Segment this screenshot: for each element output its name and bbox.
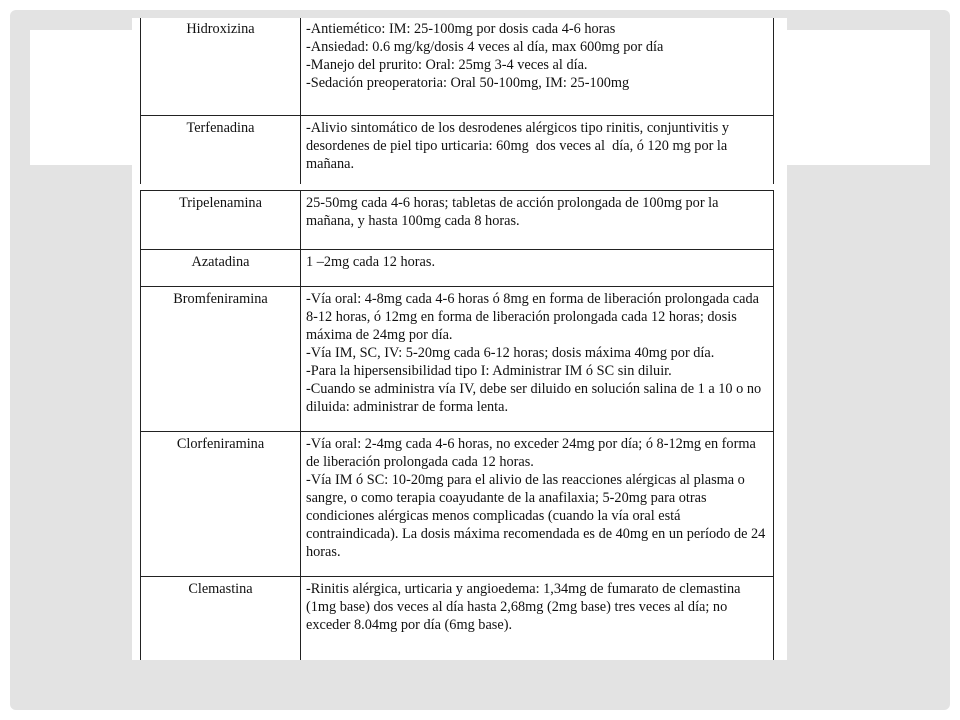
dosage-line: -Cuando se administra vía IV, debe ser diluido en solución salina de 1 a 10 o no diluida: administrar de forma lenta.: [306, 381, 765, 415]
drug-name: Clorfeniramina: [141, 432, 301, 577]
dosage-line: -Para la hipersensibilidad tipo I: Administrar IM ó SC sin diluir.: [306, 363, 672, 379]
table-row: [141, 577, 774, 661]
table-row: [141, 116, 774, 185]
dosage-line: -Antiemético: IM: 25-100mg por dosis cada 4-6 horas: [306, 21, 616, 37]
table-row: [141, 432, 774, 577]
dosage-line: 25-50mg cada 4-6 horas; tabletas de acción prolongada de 100mg por la mañana, y hasta 100mg cada 8 horas.: [306, 195, 723, 229]
dosage-line: -Vía IM ó SC: 10-20mg para el alivio de las reacciones alérgicas al plasma o sangre, o como terapia coayudante de la anafilaxia; 5-20mg para otras condiciones alérgicas menos complicadas (cuando la vía oral está contraindicada). La dosis máxima recomendada es de 40mg en un período de 24 horas.: [306, 472, 769, 560]
drug-name: Hidroxizina: [141, 18, 301, 116]
dosage-line: -Ansiedad: 0.6 mg/kg/dosis 4 veces al día, max 600mg por día: [306, 39, 664, 55]
drug-dosage: [301, 250, 774, 287]
dosage-line: -Sedación preoperatoria: Oral 50-100mg, IM: 25-100mg: [306, 75, 630, 91]
table-row: [141, 18, 774, 116]
drug-dosage: [301, 577, 774, 661]
dosage-line: -Vía IM, SC, IV: 5-20mg cada 6-12 horas; dosis máxima 40mg por día.: [306, 345, 715, 361]
drug-name: Bromfeniramina: [141, 287, 301, 432]
dosage-line: -Rinitis alérgica, urticaria y angioedema: 1,34mg de fumarato de clemastina (1mg base) dos veces al día hasta 2,68mg (2mg base) tres veces al día; no exceder 8.04mg por día (6mg base).: [306, 581, 745, 633]
scanned-table-top: [132, 18, 787, 184]
table-row: [141, 250, 774, 287]
dosage-line: -Vía oral: 4-8mg cada 4-6 horas ó 8mg en forma de liberación prolongada cada 8-12 horas, ó 12mg en forma de liberación prolongada cada 12 horas; dosis máxima de 24mg por día.: [306, 291, 763, 343]
drug-dosage: [301, 18, 774, 116]
drug-dosage: [301, 432, 774, 577]
drug-name: Azatadina: [141, 250, 301, 287]
drug-dosage-table-bottom: [140, 190, 774, 660]
drug-name: Tripelenamina: [141, 191, 301, 250]
dosage-line: -Alivio sintomático de los desrodenes alérgicos tipo rinitis, conjuntivitis y desordenes de piel tipo urticaria: 60mg dos veces al día, ó 120 mg por la mañana.: [306, 120, 733, 172]
dosage-line: -Manejo del prurito: Oral: 25mg 3-4 veces al día.: [306, 57, 588, 73]
drug-dosage-table-top: [140, 18, 774, 184]
drug-dosage: [301, 116, 774, 185]
scanned-table-bottom: [132, 184, 787, 660]
dosage-line: 1 –2mg cada 12 horas.: [306, 254, 436, 270]
drug-name: Terfenadina: [141, 116, 301, 185]
drug-dosage: [301, 287, 774, 432]
drug-name: Clemastina: [141, 577, 301, 661]
drug-dosage: [301, 191, 774, 250]
dosage-line: -Vía oral: 2-4mg cada 4-6 horas, no exceder 24mg por día; ó 8-12mg en forma de liberación prolongada cada 12 horas.: [306, 436, 760, 470]
table-row: [141, 191, 774, 250]
table-row: [141, 287, 774, 432]
